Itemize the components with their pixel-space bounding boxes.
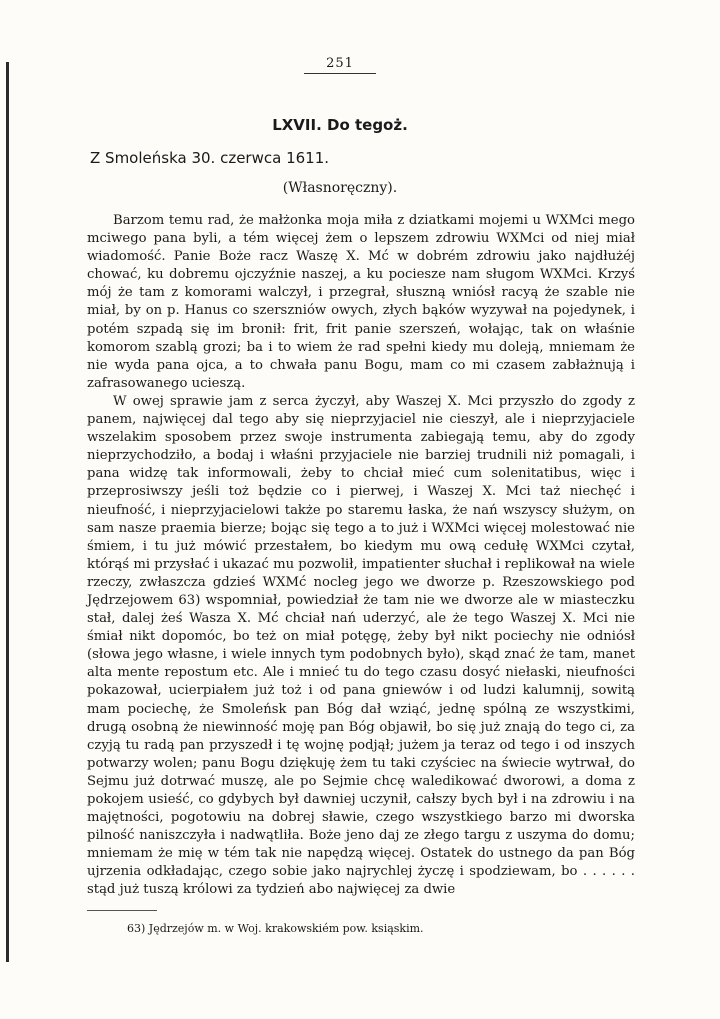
paragraph-2: W owej sprawie jam z serca życzył, aby Waszej X. Mci przyszło do zgody z panem, najwięcej dal tego aby się nieprzyjaciel nie cieszył, ale i nieprzyjaciele wszelakim sposobem przez swoje instrumenta zabiegają temu, aby do zgody nieprzychodziło, a bodaj i właśni przyjaciele nie barziej trudnili niż pomagali, i pana widzę tak informowali, żeby to chciał mieć cum solenitatibus, więc i przeprosiwszy jeśli toż będzie co i pierwej, i Waszej X. Mci taż niechęć i nieufność, i nieprzyjacielowi także po staremu łaska, że nań wszyscy służym, on sam nasze praemia bierze; bojąc się tego a to już i WXMci więcej molestować nie śmiem, i tu już mówić przestałem, bo kiedym mu ową cedułę WXMci czytał, którąś mi przysłać i ukazać mu pozwolił, impatienter słuchał i replikował na wiele rzeczy, zwłaszcza gdzieś WXMć nocleg jego we dworze p. Rzeszowskiego pod Jędrzejowem 63) wspomniał, powiedział że tam nie we dworze ale w miasteczku stał, dalej żeś Wasza X. Mć chciał nań uderzyć, ale że tego Waszej X. Mci nie śmiał nikt dopomóc, bo też on miał potęgę, żeby był nikt pociechy nie odniósł (słowa jego własne, i wiele innych tym podobnych było), skąd znać że tam, manet alta mente repostum etc. Ale i mnieć tu do tego czasu dosyć niełaski, nieufności pokazował, ucierpiałem już toż i od pana gniewów i od ludzi kalumnij, sowitą mam pociechę, że Smoleńsk pan Bóg dał wziąć, jednę spólną ze wszystkimi, drugą osobną że niewinność moję pan Bóg objawił, bo się już znają do tego ci, za czyją tu radą pan przyszedł i tę wojnę podjął; jużem ja teraz od tego i od inszych potwarzy wolen; panu Bogu dziękuję żem tu taki czyściec na świecie wytrwał, do Sejmu już dotrwać muszę, ale po Sejmie chcę waledikować dworowi, a doma z pokojem usieść, co gdybych był dawniej uczynił, całszy bych był i na zdrowiu i na majętności, pogotowiu na dobrej sławie, czego wszystkiego barzo mi dworska pilność naniszczyła i nadwątliła. Boże jeno daj ze złego targu z uszyma do domu; mniemam że mię w tém tak nie napędzą więcej. Ostatek do ustnego da pan Bóg ujrzenia odkładając, czego sobie jako najrychlej życzę i spodziewam, bo . . . . . . stąd już tuszą królowi za tydzień abo najwięcej za dwie (87, 393, 635, 898)
scan-edge-line (6, 62, 9, 962)
autograph-note: (Własnoręczny). (282, 180, 398, 196)
footnote-rule (87, 910, 157, 911)
letter-body (87, 212, 635, 900)
paragraph-1: Barzom temu rad, że małżonka moja miła z dziatkami mojemi u WXMci mego mciwego pana byli, a tém więcej żem o lepszem zdrowiu WXMci od niej miał wiadomość. Panie Boże racz Waszę X. Mć w dobrém zdrowiu jako najdłużéj chować, ku dobremu ojczyźnie naszej, a ku pociesze nam sługom WXMci. Krzyś mój że tam z komorami walczył, i przegrał, słuszną wniósł racyą że szable nie miał, by on p. Hanus co szerszniów owych, złych bąków wyzywał na pojedynek, i potém szpadą się im bronił: frit, frit panie szerszeń, wołając, tak on właśnie komorom szablą grozi; ba i to wiem że rad spełni kiedy mu doleją, mniemam że nie wyda pana ojca, a to chwała panu Bogu, mam co mi czasem zabłażnują i zafrasowanego ucieszą. (87, 213, 635, 391)
footnote: 63) Jędrzejów m. w Woj. krakowskiém pow. ksiąskim. (127, 922, 424, 935)
page-number-rule (304, 73, 376, 74)
letter-title: LXVII. Do tegoż. (272, 116, 408, 134)
page-number: 251 (326, 56, 354, 71)
letter-place-date: Z Smoleńska 30. czerwca 1611. (90, 149, 330, 167)
